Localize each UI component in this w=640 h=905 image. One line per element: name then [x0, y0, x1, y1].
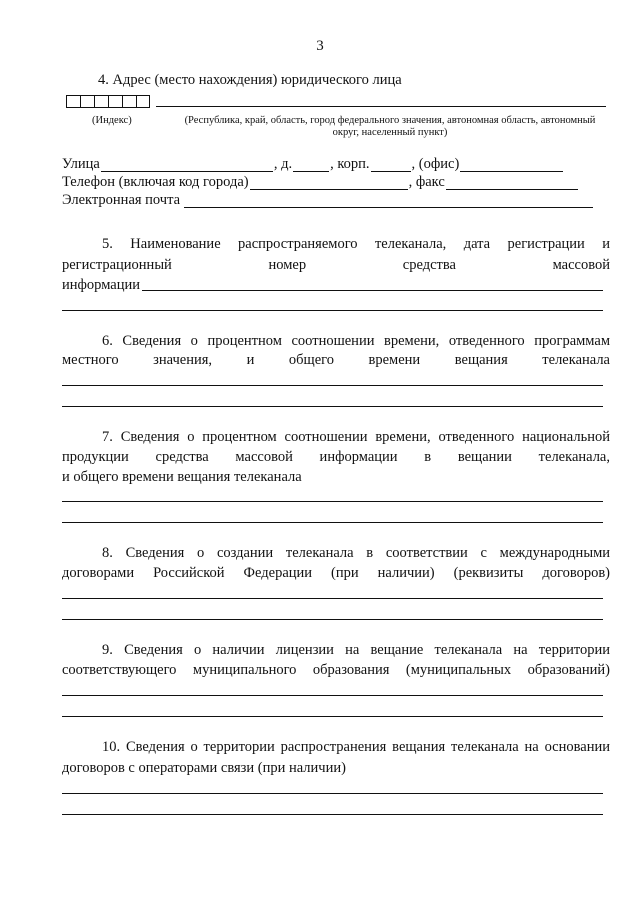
- street-row: [62, 156, 564, 172]
- section10-line2: договоров с операторами связи (при наличии): [62, 760, 346, 776]
- section5-field-1[interactable]: [142, 290, 603, 291]
- section7-line3: и общего времени вещания телеканала: [62, 469, 302, 485]
- section6-line1: 6. Сведения о процентном соотношении времени, отведенного программам: [102, 333, 610, 349]
- building-field[interactable]: [371, 159, 411, 172]
- section10-field-1[interactable]: [62, 793, 603, 794]
- section8-line2: договорами Российской Федерации (при наличии) (реквизиты договоров): [62, 565, 610, 581]
- fax-label: , факс: [408, 174, 445, 190]
- index-box[interactable]: [122, 95, 136, 108]
- region-label-2: округ, населенный пункт): [332, 127, 448, 138]
- section7-line1: 7. Сведения о процентном соотношении времени, отведенного национальной: [102, 429, 610, 445]
- phone-field[interactable]: [250, 177, 408, 190]
- section5-line1: 5. Наименование распространяемого телеканала, дата регистрации и: [102, 236, 610, 252]
- section6-field-2[interactable]: [62, 406, 603, 407]
- email-label: Электронная почта: [62, 192, 181, 208]
- section5-line3: информации: [62, 277, 140, 293]
- section8-field-1[interactable]: [62, 598, 603, 599]
- section9-field-2[interactable]: [62, 716, 603, 717]
- region-label-1: (Республика, край, область, город федерального значения, автономная область, автономный: [184, 115, 596, 126]
- index-box[interactable]: [66, 95, 80, 108]
- street-label: Улица: [62, 156, 100, 172]
- section7-line2: продукции средства массовой информации в вещании телеканала,: [62, 449, 610, 465]
- index-box[interactable]: [136, 95, 150, 108]
- index-box[interactable]: [94, 95, 108, 108]
- index-box[interactable]: [108, 95, 122, 108]
- building-label: , корп.: [330, 156, 370, 172]
- section10-field-2[interactable]: [62, 814, 603, 815]
- phone-label: Телефон (включая код города): [62, 174, 249, 190]
- section7-field-1[interactable]: [62, 501, 603, 502]
- index-box[interactable]: [80, 95, 94, 108]
- section9-line2: соответствующего муниципального образования (муниципальных образований): [62, 662, 610, 678]
- section8-line1: 8. Сведения о создании телеканала в соответствии с международными: [102, 545, 610, 561]
- section5-field-2[interactable]: [62, 310, 603, 311]
- section10-line1: 10. Сведения о территории распространения вещания телеканала на основании: [102, 739, 610, 755]
- house-field[interactable]: [293, 159, 329, 172]
- section6-line2: местного значения, и общего времени вещания телеканала: [62, 352, 610, 368]
- section9-field-1[interactable]: [62, 695, 603, 696]
- office-label: , (офис): [411, 156, 460, 172]
- section5-line2: регистрационный номер средства массовой: [62, 257, 610, 273]
- region-field[interactable]: [156, 106, 606, 107]
- fax-field[interactable]: [446, 177, 578, 190]
- section9-line1: 9. Сведения о наличии лицензии на вещание телеканала на территории: [102, 642, 610, 658]
- section4-title: 4. Адрес (место нахождения) юридического лица: [98, 72, 402, 88]
- section8-field-2[interactable]: [62, 619, 603, 620]
- section6-field-1[interactable]: [62, 385, 603, 386]
- email-field[interactable]: [184, 195, 593, 208]
- index-label: (Индекс): [92, 115, 132, 126]
- email-row: [62, 192, 594, 208]
- street-field[interactable]: [101, 159, 273, 172]
- index-boxes[interactable]: [66, 95, 150, 108]
- house-label: , д.: [273, 156, 293, 172]
- office-field[interactable]: [460, 159, 563, 172]
- section7-field-2[interactable]: [62, 522, 603, 523]
- phone-row: [62, 174, 579, 190]
- page-number: 3: [316, 38, 324, 54]
